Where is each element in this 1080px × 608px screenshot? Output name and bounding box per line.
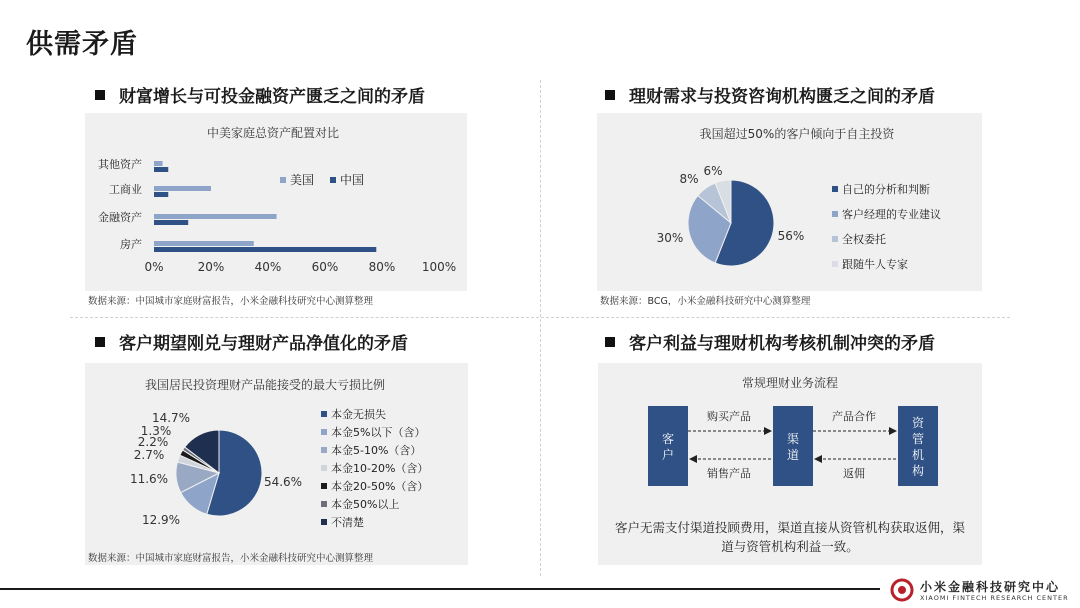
pie-value-label: 30%: [656, 231, 684, 245]
bar-中国-其他资产: [154, 167, 168, 172]
section-title-2: [605, 82, 935, 107]
section-title-2-text: 理财需求与投资咨询机构匮乏之间的矛盾: [629, 87, 935, 107]
bullet-square-icon: [95, 90, 105, 100]
pie-value-label: 12.9%: [141, 513, 181, 527]
pie-value-label: 11.6%: [129, 472, 169, 486]
legend-label: 本金无损失: [331, 408, 386, 421]
node-channel: [773, 406, 813, 486]
x-tick-label: 60%: [311, 260, 339, 274]
legend-label: 中国: [340, 173, 365, 187]
pie-value-label: 2.2%: [137, 435, 169, 449]
x-tick-label: 80%: [368, 260, 396, 274]
legend-swatch: [321, 483, 327, 489]
bar-美国-房产: [154, 241, 254, 246]
legend-swatch: [321, 465, 327, 471]
node-label-char: 资: [911, 416, 925, 430]
node-label-char: 机: [911, 448, 925, 462]
node-label-char: 渠: [786, 432, 800, 446]
pie-chart-self-invest: [597, 113, 982, 291]
chart-title: 我国居民投资理财产品能接受的最大亏损比例: [144, 378, 386, 392]
node-label-char: 构: [911, 464, 925, 478]
legend-swatch: [832, 211, 838, 217]
label-buy-product: 购买产品: [707, 410, 751, 423]
legend-label: 本金5%以下（含）: [331, 426, 426, 439]
chart-title: 中美家庭总资产配置对比: [206, 126, 340, 140]
page-title: 供需矛盾: [26, 29, 138, 60]
pie-value-label: 6%: [703, 164, 723, 178]
section-title-4-text: 客户利益与理财机构考核机制冲突的矛盾: [629, 334, 935, 354]
pie-value-label: 8%: [679, 172, 699, 186]
x-tick-label: 0%: [144, 260, 164, 274]
bar-美国-工商业: [154, 186, 211, 191]
legend-swatch: [321, 519, 327, 525]
section-title-1: [95, 82, 425, 107]
section-title-3-text: 客户期望刚兑与理财产品净值化的矛盾: [119, 334, 408, 354]
source-note-3: 数据来源：中国城市家庭财富报告，小米金融科技研究中心测算整理: [88, 553, 374, 564]
flow-note: 客户无需支付渠道投顾费用，渠道直接从资管机构获取返佣，渠道与资管机构利益一致。: [614, 520, 965, 554]
x-tick-label: 40%: [254, 260, 282, 274]
brand-name: 小米金融科技研究中心: [920, 580, 1061, 594]
legend-label: 跟随牛人专家: [842, 258, 908, 271]
label-rebate: 返佣: [843, 467, 865, 480]
bullet-square-icon: [605, 337, 615, 347]
chart-title: 我国超过50%的客户倾向于自主投资: [699, 127, 895, 141]
vertical-divider: [540, 80, 541, 576]
legend-swatch: [321, 411, 327, 417]
brand-logo: [889, 577, 915, 603]
pie-value-label: 2.7%: [133, 448, 165, 462]
pie-value-label: 56%: [777, 229, 805, 243]
legend-swatch: [832, 261, 838, 267]
x-tick-label: 20%: [197, 260, 225, 274]
legend-label: 自己的分析和判断: [842, 183, 930, 196]
brand-name-en: XIAOMI FINTECH RESEARCH CENTER: [920, 594, 1069, 602]
horizontal-divider: [70, 317, 1010, 318]
legend-label: 本金10-20%（含）: [331, 462, 429, 475]
legend-swatch: [832, 236, 838, 242]
node-client: [648, 406, 688, 486]
legend-swatch: [330, 177, 336, 183]
label-sell-product: 销售产品: [707, 467, 751, 480]
category-label: 工商业: [109, 183, 142, 196]
category-label: 其他资产: [98, 158, 142, 171]
bar-中国-工商业: [154, 192, 168, 197]
bar-中国-房产: [154, 247, 376, 252]
legend-label: 不清楚: [331, 516, 364, 529]
bullet-square-icon: [605, 90, 615, 100]
section-title-1-text: 财富增长与可投金融资产匮乏之间的矛盾: [119, 87, 425, 107]
source-note-2: 数据来源：BCG，小米金融科技研究中心测算整理: [600, 296, 811, 307]
label-product-cooperation: 产品合作: [832, 410, 876, 423]
flow-title: 常规理财业务流程: [741, 376, 839, 390]
legend-swatch: [280, 177, 286, 183]
legend-label: 客户经理的专业建议: [842, 208, 941, 221]
category-label: 金融资产: [98, 211, 142, 224]
pie-chart-max-loss: [85, 363, 468, 565]
node-label-char: 道: [786, 448, 800, 462]
node-label-char: 客: [661, 432, 675, 446]
legend-label: 本金20-50%（含）: [331, 480, 429, 493]
node-label-char: 管: [911, 432, 925, 446]
x-tick-label: 100%: [421, 260, 457, 274]
legend-label: 本金5-10%（含）: [331, 444, 422, 457]
footer-line: [0, 588, 880, 590]
legend-label: 美国: [290, 173, 315, 187]
category-label: 房产: [120, 238, 142, 251]
legend-swatch: [321, 501, 327, 507]
node-label-char: 户: [661, 448, 675, 462]
bar-美国-金融资产: [154, 214, 277, 219]
legend-swatch: [832, 186, 838, 192]
source-note-1: 数据来源：中国城市家庭财富报告，小米金融科技研究中心测算整理: [88, 296, 374, 307]
section-title-4: [605, 329, 935, 354]
legend-swatch: [321, 429, 327, 435]
pie-value-label: 14.7%: [151, 411, 191, 425]
bar-中国-金融资产: [154, 220, 188, 225]
section-title-3: [95, 329, 408, 354]
pie-value-label: 1.3%: [140, 424, 172, 438]
bullet-square-icon: [95, 337, 105, 347]
pie-value-label: 54.6%: [263, 475, 303, 489]
bar-chart-asset-allocation: [85, 113, 467, 291]
legend-label: 全权委托: [842, 233, 886, 246]
legend-label: 本金50%以上: [331, 498, 400, 511]
legend-swatch: [321, 447, 327, 453]
bar-美国-其他资产: [154, 161, 163, 166]
